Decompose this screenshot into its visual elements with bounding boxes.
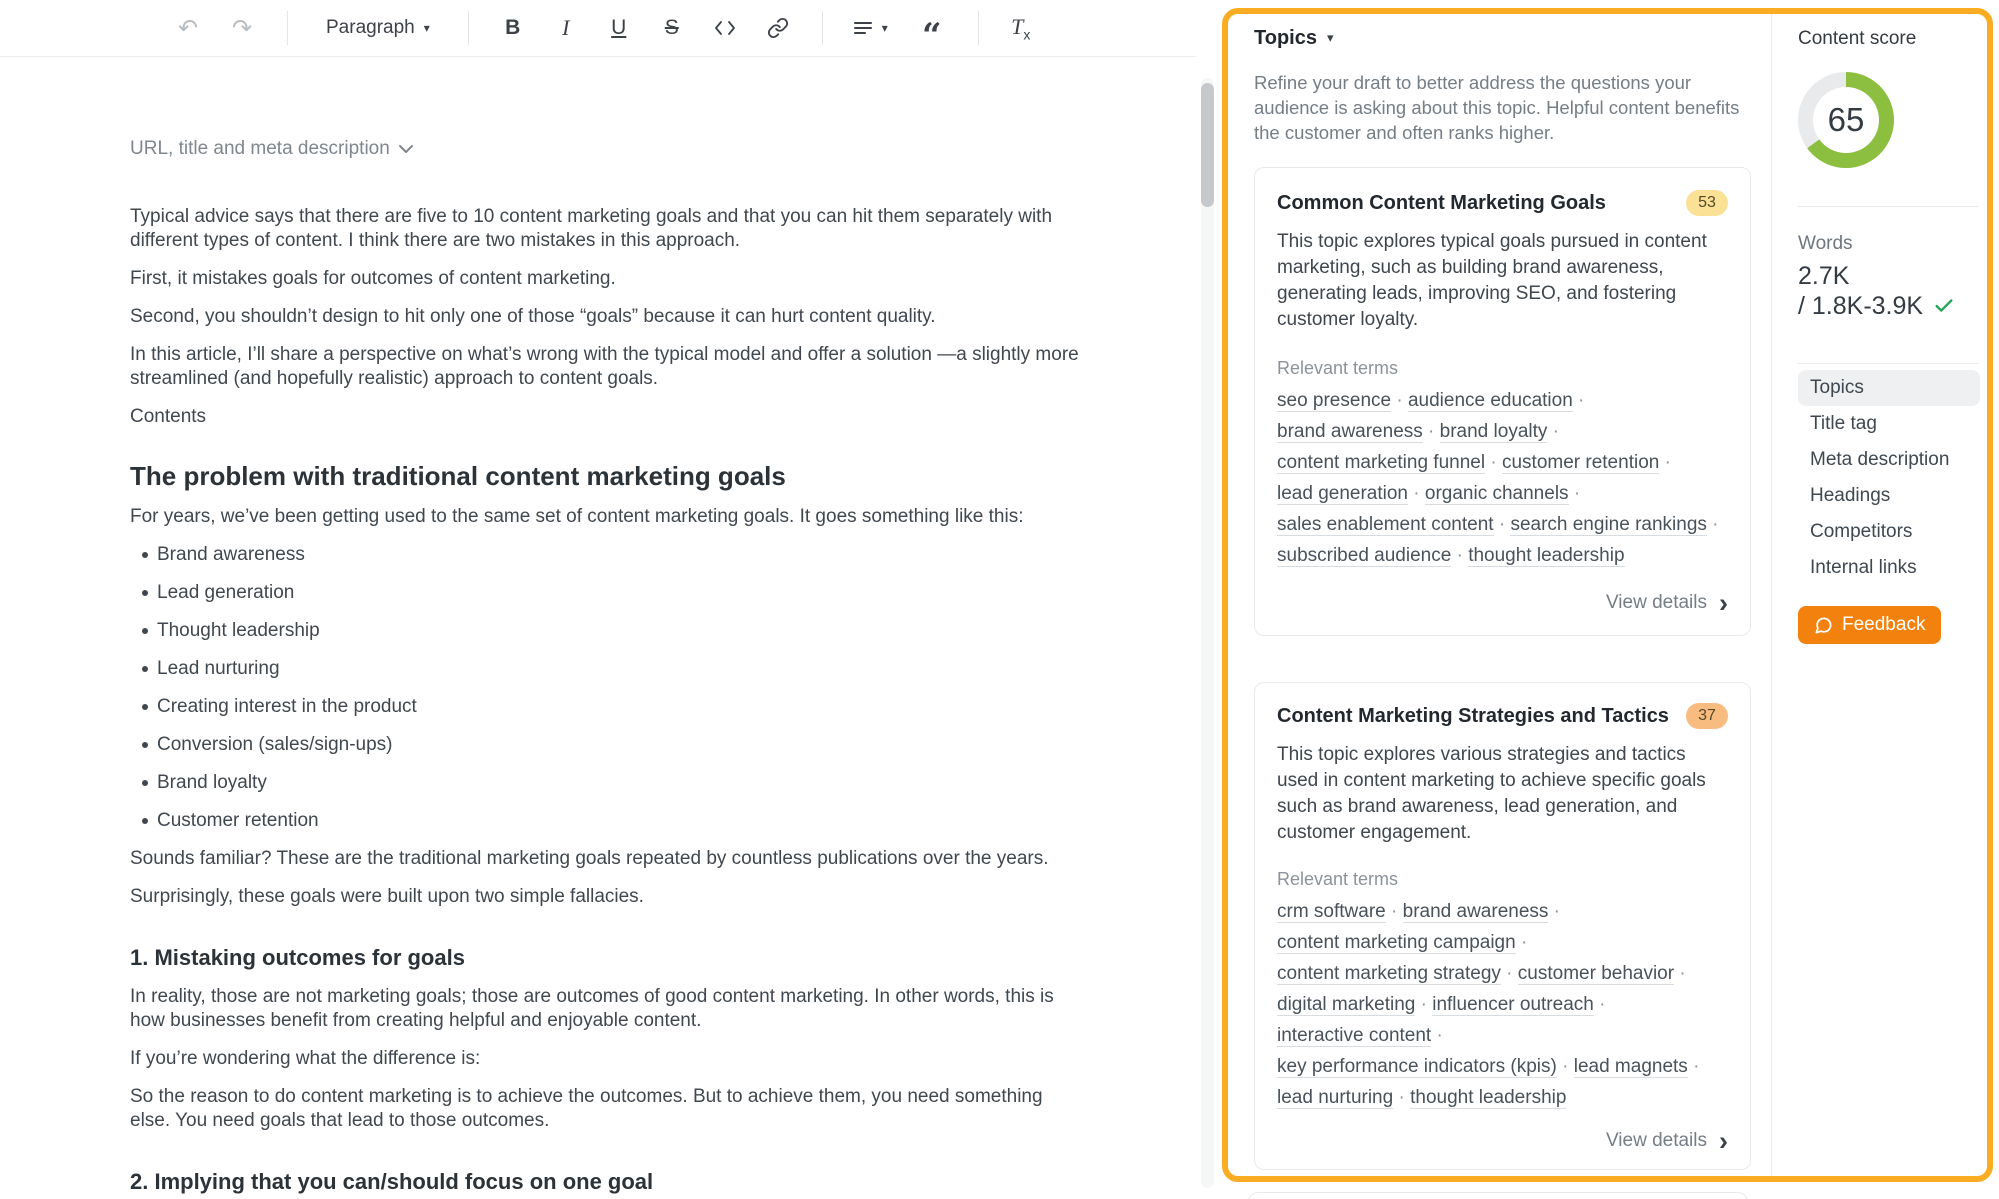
document-bullet-item[interactable]: Customer retention bbox=[130, 809, 1080, 833]
relevant-term-link[interactable]: crm software bbox=[1277, 901, 1386, 922]
document-paragraph[interactable]: Contents bbox=[130, 406, 207, 427]
undo-button[interactable] bbox=[168, 8, 208, 48]
content-score-label: Content score bbox=[1798, 28, 1917, 49]
document-editor[interactable] bbox=[0, 137, 1090, 1197]
relevant-term-link[interactable]: content marketing campaign bbox=[1277, 932, 1516, 953]
relevant-terms-label: Relevant terms bbox=[1277, 869, 1399, 889]
document-paragraph[interactable]: In this article, I’ll share a perspective on what’s wrong with the typical model and offer a solution —a slightly more streamlined (and hopefully realistic) approach to content goals. bbox=[130, 344, 1079, 389]
term-separator-dot: · bbox=[1415, 994, 1433, 1015]
topic-card-description: This topic explores various strategies and tactics used in content marketing to achieve specific goals such as brand awareness, lead generation, and customer engagement. bbox=[1277, 744, 1706, 843]
quote-icon: “ bbox=[922, 16, 942, 56]
relevant-terms-line bbox=[1277, 509, 1728, 540]
relevant-terms-line bbox=[1277, 540, 1728, 571]
term-separator-dot: · bbox=[1391, 390, 1408, 411]
relevant-term-link[interactable]: audience education bbox=[1407, 390, 1573, 411]
bold-button[interactable] bbox=[493, 8, 533, 48]
relevant-term-link[interactable]: organic channels bbox=[1424, 483, 1569, 504]
relevant-term-link[interactable]: lead generation bbox=[1277, 483, 1408, 504]
topics-section-title: Topics bbox=[1254, 27, 1317, 49]
sidebar-nav-item-title-tag[interactable]: Title tag bbox=[1810, 413, 1877, 434]
relevant-term-link[interactable]: influencer outreach bbox=[1432, 994, 1594, 1015]
term-separator-dot: · bbox=[1422, 421, 1440, 442]
relevant-terms-line bbox=[1277, 1082, 1728, 1113]
relevant-terms-line bbox=[1277, 447, 1728, 478]
code-button[interactable] bbox=[705, 8, 745, 48]
relevant-term-link[interactable]: digital marketing bbox=[1277, 994, 1416, 1015]
words-count: 2.7K bbox=[1798, 262, 1850, 290]
align-left-icon bbox=[853, 19, 873, 37]
term-separator-dot: · bbox=[1393, 1087, 1411, 1108]
topics-intro-text: Refine your draft to better address the questions your audience is asking about this topic. Helpful content benefits the customer and often ranks higher. bbox=[1254, 72, 1740, 143]
blockquote-button[interactable] bbox=[912, 8, 952, 56]
sidebar-nav-item-competitors[interactable]: Competitors bbox=[1810, 521, 1913, 542]
relevant-terms-line bbox=[1277, 989, 1728, 1020]
document-paragraph[interactable]: In reality, those are not marketing goals; those are outcomes of good content marketing. In other words, this is how businesses benefit from creating helpful and enjoyable content. bbox=[130, 986, 1054, 1031]
chevron-down-icon: ▾ bbox=[1326, 30, 1334, 45]
relevant-term-link[interactable]: brand loyalty bbox=[1439, 421, 1548, 442]
relevant-term-link[interactable]: customer retention bbox=[1501, 452, 1660, 473]
strikethrough-icon: S bbox=[664, 16, 679, 39]
topics-section bbox=[1228, 14, 1772, 1176]
clear-formatting-icon: $T_x$ bbox=[1011, 13, 1031, 43]
redo-icon: ↷ bbox=[231, 14, 253, 42]
relevant-terms-line bbox=[1277, 1051, 1728, 1082]
view-details-link[interactable] bbox=[1277, 1126, 1728, 1156]
sidebar-nav-item-headings[interactable]: Headings bbox=[1810, 485, 1891, 506]
term-separator-dot: · bbox=[1548, 901, 1561, 922]
relevant-term-link[interactable]: search engine rankings bbox=[1510, 514, 1707, 535]
sidebar-nav-item-internal-links[interactable]: Internal links bbox=[1810, 557, 1917, 578]
term-separator-dot: · bbox=[1687, 1056, 1700, 1077]
term-separator-dot: · bbox=[1385, 901, 1403, 922]
relevant-term-link[interactable]: thought leadership bbox=[1468, 545, 1625, 566]
toolbar-separator bbox=[468, 11, 469, 45]
toolbar-separator bbox=[287, 11, 288, 45]
bold-icon: B bbox=[505, 16, 521, 39]
code-icon bbox=[713, 17, 737, 39]
document-paragraph[interactable]: For years, we’ve been getting used to the same set of content marketing goals. It goes something like this: bbox=[130, 506, 1024, 527]
document-bullet-item[interactable]: Brand awareness bbox=[130, 543, 1080, 567]
url-title-meta-expander[interactable] bbox=[130, 137, 414, 161]
sidebar-divider bbox=[1798, 363, 1978, 364]
score-sidebar bbox=[1772, 14, 1987, 1176]
document-bullet-item[interactable]: Lead generation bbox=[130, 581, 1080, 605]
relevant-term-link[interactable]: key performance indicators (kpis) bbox=[1277, 1056, 1557, 1077]
check-icon bbox=[1933, 295, 1955, 317]
italic-icon: I bbox=[562, 15, 570, 40]
document-bullet-item[interactable]: Creating interest in the product bbox=[130, 695, 1080, 719]
relevant-terms-line bbox=[1277, 927, 1728, 958]
relevant-terms-line bbox=[1277, 896, 1728, 927]
alignment-dropdown[interactable] bbox=[845, 19, 896, 37]
topic-card bbox=[1254, 682, 1751, 1170]
strikethrough-button[interactable] bbox=[652, 8, 692, 48]
document-paragraph[interactable]: If you’re wondering what the difference is: bbox=[130, 1048, 481, 1069]
toolbar-separator bbox=[978, 11, 979, 45]
document-paragraph[interactable]: Second, you shouldn’t design to hit only one of those “goals” because it can hurt content quality. bbox=[130, 306, 936, 327]
url-title-meta-label: URL, title and meta description bbox=[130, 138, 390, 159]
chevron-down-icon: ▾ bbox=[423, 21, 430, 35]
document-paragraph[interactable]: So the reason to do content marketing is to achieve the outcomes. But to achieve them, you need something else. You need goals that lead to those outcomes. bbox=[130, 1086, 1043, 1131]
underline-icon: U bbox=[611, 16, 627, 39]
term-separator-dot: · bbox=[1500, 963, 1518, 984]
term-separator-dot: · bbox=[1572, 390, 1585, 411]
relevant-term-link[interactable]: lead nurturing bbox=[1277, 1087, 1394, 1108]
next-topic-card-edge bbox=[1248, 1192, 1748, 1199]
relevant-term-link[interactable]: brand awareness bbox=[1402, 901, 1549, 922]
relevant-term-link[interactable]: interactive content bbox=[1277, 1025, 1432, 1046]
chevron-down-icon: ▾ bbox=[881, 21, 888, 35]
view-details-label: View details bbox=[1605, 1130, 1707, 1151]
relevant-term-link[interactable]: lead magnets bbox=[1573, 1056, 1688, 1077]
topic-card-description: This topic explores typical goals pursued in content marketing, such as building brand awareness, generating leads, improving SEO, and fostering customer loyalty. bbox=[1277, 231, 1707, 330]
toolbar-separator bbox=[822, 11, 823, 45]
term-separator-dot: · bbox=[1493, 514, 1511, 535]
view-details-link[interactable] bbox=[1277, 588, 1728, 618]
view-details-label: View details bbox=[1605, 592, 1707, 613]
relevant-terms-line bbox=[1277, 416, 1728, 447]
content-score-value: 65 bbox=[1827, 101, 1865, 138]
content-assistant-panel bbox=[1222, 8, 1993, 1182]
relevant-term-link[interactable]: customer behavior bbox=[1517, 963, 1675, 984]
redo-button[interactable] bbox=[222, 8, 262, 48]
link-icon bbox=[767, 17, 789, 39]
term-separator-dot: · bbox=[1451, 545, 1469, 566]
document-bullet-item[interactable]: Thought leadership bbox=[130, 619, 1080, 643]
document-paragraph[interactable]: Surprisingly, these goals were built upon two simple fallacies. bbox=[130, 886, 644, 907]
words-target-range: / 1.8K-3.9K bbox=[1798, 291, 1987, 321]
document-bullet-item[interactable]: Brand loyalty bbox=[130, 771, 1080, 795]
content-score-donut bbox=[1798, 72, 1894, 168]
relevant-terms-label: Relevant terms bbox=[1277, 358, 1399, 378]
sidebar-divider bbox=[1798, 206, 1978, 207]
relevant-terms-list bbox=[1277, 385, 1728, 571]
term-separator-dot: · bbox=[1568, 483, 1581, 504]
term-separator-dot: · bbox=[1485, 452, 1502, 473]
chevron-right-icon: › bbox=[1719, 588, 1728, 618]
paragraph-style-label: Paragraph bbox=[326, 17, 415, 38]
paragraph-style-dropdown[interactable] bbox=[318, 17, 438, 39]
document-paragraph[interactable]: Sounds familiar? These are the traditional marketing goals repeated by countless publications over the years. bbox=[130, 848, 1049, 869]
topic-card-title: Content Marketing Strategies and Tactics bbox=[1277, 705, 1669, 727]
term-separator-dot: · bbox=[1674, 963, 1686, 984]
sidebar-nav-item-topics[interactable]: Topics bbox=[1798, 370, 1980, 406]
relevant-term-link[interactable]: seo presence bbox=[1277, 390, 1392, 411]
document-paragraph[interactable]: First, it mistakes goals for outcomes of content marketing. bbox=[130, 268, 616, 289]
feedback-label: Feedback bbox=[1842, 614, 1926, 635]
topic-card-title: Common Content Marketing Goals bbox=[1277, 192, 1606, 214]
term-separator-dot: · bbox=[1408, 483, 1425, 504]
relevant-terms-line bbox=[1277, 478, 1728, 509]
term-separator-dot: · bbox=[1431, 1025, 1443, 1046]
relevant-term-link[interactable]: content marketing strategy bbox=[1277, 963, 1501, 984]
document-heading[interactable]: The problem with traditional content marketing goals bbox=[130, 461, 786, 491]
chevron-down-icon bbox=[398, 144, 414, 154]
topic-score-badge: 53 bbox=[1686, 190, 1728, 216]
relevant-terms-line bbox=[1277, 1020, 1728, 1051]
topics-section-dropdown[interactable] bbox=[1254, 26, 1334, 50]
term-separator-dot: · bbox=[1515, 932, 1528, 953]
sidebar-nav bbox=[1798, 370, 1980, 586]
topic-card bbox=[1254, 167, 1751, 636]
undo-icon: ↶ bbox=[177, 14, 199, 42]
italic-button[interactable] bbox=[546, 8, 586, 48]
editor-toolbar bbox=[0, 0, 1196, 57]
relevant-term-link[interactable]: brand awareness bbox=[1277, 421, 1423, 442]
term-separator-dot: · bbox=[1593, 994, 1606, 1015]
relevant-term-link[interactable]: subscribed audience bbox=[1277, 545, 1452, 566]
relevant-terms-list bbox=[1277, 896, 1728, 1113]
term-separator-dot: · bbox=[1556, 1056, 1574, 1077]
relevant-term-link[interactable]: content marketing funnel bbox=[1277, 452, 1486, 473]
document-bullet-item[interactable]: Conversion (sales/sign-ups) bbox=[130, 733, 1080, 757]
document-heading[interactable]: 1. Mistaking outcomes for goals bbox=[130, 945, 465, 970]
relevant-term-link[interactable]: sales enablement content bbox=[1277, 514, 1494, 535]
chat-bubble-icon bbox=[1814, 616, 1833, 635]
document-body[interactable] bbox=[130, 205, 1080, 1197]
document-paragraph[interactable]: Typical advice says that there are five to 10 content marketing goals and that you can hit them separately with different types of content. I think there are two mistakes in this approach. bbox=[130, 206, 1053, 251]
editor-scrollbar-thumb[interactable] bbox=[1201, 83, 1214, 207]
relevant-term-link[interactable]: thought leadership bbox=[1410, 1087, 1567, 1108]
relevant-terms-line bbox=[1277, 385, 1728, 416]
chevron-right-icon: › bbox=[1719, 1126, 1728, 1156]
document-bullet-list[interactable] bbox=[130, 543, 1080, 833]
sidebar-nav-item-meta-description[interactable]: Meta description bbox=[1810, 449, 1950, 470]
document-bullet-item[interactable]: Lead nurturing bbox=[130, 657, 1080, 681]
words-label: Words bbox=[1798, 233, 1853, 254]
feedback-button[interactable] bbox=[1798, 606, 1941, 644]
document-heading[interactable]: 2. Implying that you can/should focus on one goal bbox=[130, 1169, 654, 1194]
term-separator-dot: · bbox=[1547, 421, 1559, 442]
term-separator-dot: · bbox=[1706, 514, 1719, 535]
topic-score-badge: 37 bbox=[1686, 703, 1728, 729]
link-button[interactable] bbox=[758, 8, 798, 48]
underline-button[interactable] bbox=[599, 8, 639, 48]
clear-formatting-button[interactable] bbox=[1001, 8, 1041, 48]
term-separator-dot: · bbox=[1659, 452, 1671, 473]
relevant-terms-line bbox=[1277, 958, 1728, 989]
editor-scrollbar-track[interactable] bbox=[1201, 78, 1214, 1188]
